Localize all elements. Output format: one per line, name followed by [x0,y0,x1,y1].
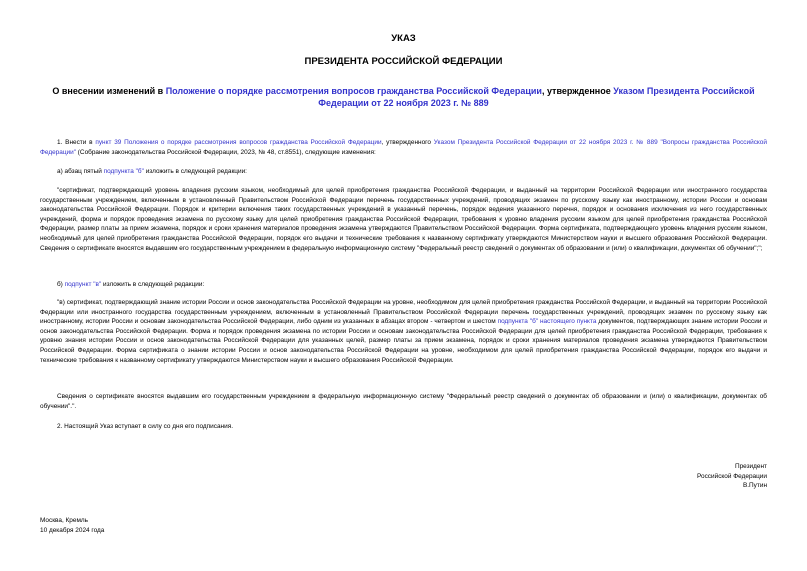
p5-link-subclause-b[interactable]: подпункта "б" настоящего пункта [497,318,597,326]
paragraph-1 [40,138,767,157]
p1-text-1: 1. Внести в [57,139,96,146]
p2-text-1: а) абзац пятый [57,168,104,175]
signature-country: Российской Федерации [696,472,767,480]
p4-link-subclause-v[interactable]: подпункт "в" [64,281,102,288]
p5-text-2: документов, подтверждающих знание истории России и основ законодательства Российской Федерации. Форма и порядок проведения экзамена по истории России и основам законодательства Российской Федерации для целей приобретения гражданства Российской Федерации, требования к уровню знания истории России и основ законодательства Российской Федерации для указанных целей, размер платы за прием экзамена, порядок и сроки хранения материалов проведения экзамена утверждаются Правительством Российской Федерации. Форма сертификата о знании истории России и основ законодательства Российской Федерации на уровне, необходимом для целей приобретения гражданства Российской Федерации, порядок его выдачи и технические требования к названному сертификату утверждаются Министерством науки и высшего образования Российской Федерации. [40,318,767,364]
place-city: Москва, Кремль [40,517,89,524]
place-date-block [40,516,104,535]
decree-issuer: ПРЕЗИДЕНТА РОССИЙСКОЙ ФЕДЕРАЦИИ [304,56,503,67]
p2-link-subclause-b[interactable]: подпункта "б" [103,168,144,175]
p2-text-2: изложить в следующей редакции: [143,168,247,175]
paragraph-2: 2. Настоящий Указ вступает в силу со дня его подписания. [57,423,233,430]
p4-text-2: изложить в следующей редакции: [101,281,205,288]
signature-name: В.Путин [742,482,767,490]
paragraph-a [57,167,767,177]
p5-text-1: "в) сертификат, подтверждающий знание истории России и основ законодательства Российской Федерации на уровне, необходимом для целей приобретения гражданства Российской Федерации, и выданный на территории Российской Федерации или иностранного государства государственным учреждением, включенным в установленный Правительством Российской Федерации перечень государственных учреждений, проводящих экзамен по русскому языку как иностранному, истории России и основам законодательства Российской Федерации, либо одним из указанных в абзацах втором - четвертом и шестом [40,299,767,326]
p1-link-decree[interactable]: Указом Президента Российской Федерации от 22 ноября 2023 г. № 889 "Вопросы гражданства Российской Федерации" [40,139,767,156]
paragraph-b-text [40,298,767,365]
signature-block [697,462,767,491]
title-link-decree[interactable]: Указом Президента Российской Федерации от 22 ноября 2023 г. № 889 [318,86,755,108]
title-link-regulation[interactable]: Положение о порядке рассмотрения вопросов гражданства Российской Федерации [165,86,542,96]
p4-text-1: б) [57,281,65,288]
p1-link-clause-39[interactable]: пункт 39 Положения о порядке рассмотрения вопросов гражданства Российской Федерации [95,139,382,146]
place-date: 10 декабря 2024 года [40,526,105,534]
p1-text-2: , утвержденного [381,139,434,146]
p1-text-3: (Собрание законодательства Российской Федерации, 2023, № 48, ст.8551), следующие изменения: [76,148,376,156]
paragraph-a-text: "сертификат, подтверждающий уровень владения русским языком, необходимый для целей приобретения гражданства Российской Федерации, и выданный на территории Российской Федерации или иностранного государства государственным учреждением, включенным в установленный Правительством Российской Федерации перечень государственных учреждений, проводящих экзамен по русскому языку как иностранному, истории России и основам законодательства Российской Федерации. Порядок и критерии включения таких государственных учреждений в указанный перечень, порядок ведения указанного перечня, порядок и основания исключения из него государственных учреждений, форма и порядок проведения экзамена по русскому языку для целей приобретения гражданства Российской Федерации, требования к уровню владения русским языком для целей приобретения гражданства Российской Федерации, размер платы за прием экзамена, порядок и сроки хранения материалов проведения экзамена утверждаются Правительством Российской Федерации. Форма сертификата, подтверждающего уровень владения русским языком, необходимый для целей приобретения гражданства Российской Федерации, порядок его выдачи и технические требования к названному сертификату утверждаются Министерством науки и высшего образования Российской Федерации. Сведения о сертификате вносятся выдавшим его государственным учреждением в федеральную информационную систему "Федеральный реестр сведений о документах об образовании и (или) о квалификации, документах об обучении";"; [40,187,767,252]
paragraph-b [57,280,767,290]
document-title [40,86,767,109]
paragraph-certificate-info: Сведения о сертификате вносятся выдавшим его государственным учреждением в федеральную информационную систему "Федеральный реестр сведений о документах об образовании и (или) о квалификации, документах об обучении".". [40,393,767,410]
title-text-2: , утвержденное [541,86,614,96]
title-text-1: О внесении изменений в [52,86,166,96]
decree-heading: УКАЗ [391,33,416,44]
signature-title: Президент [734,463,767,470]
